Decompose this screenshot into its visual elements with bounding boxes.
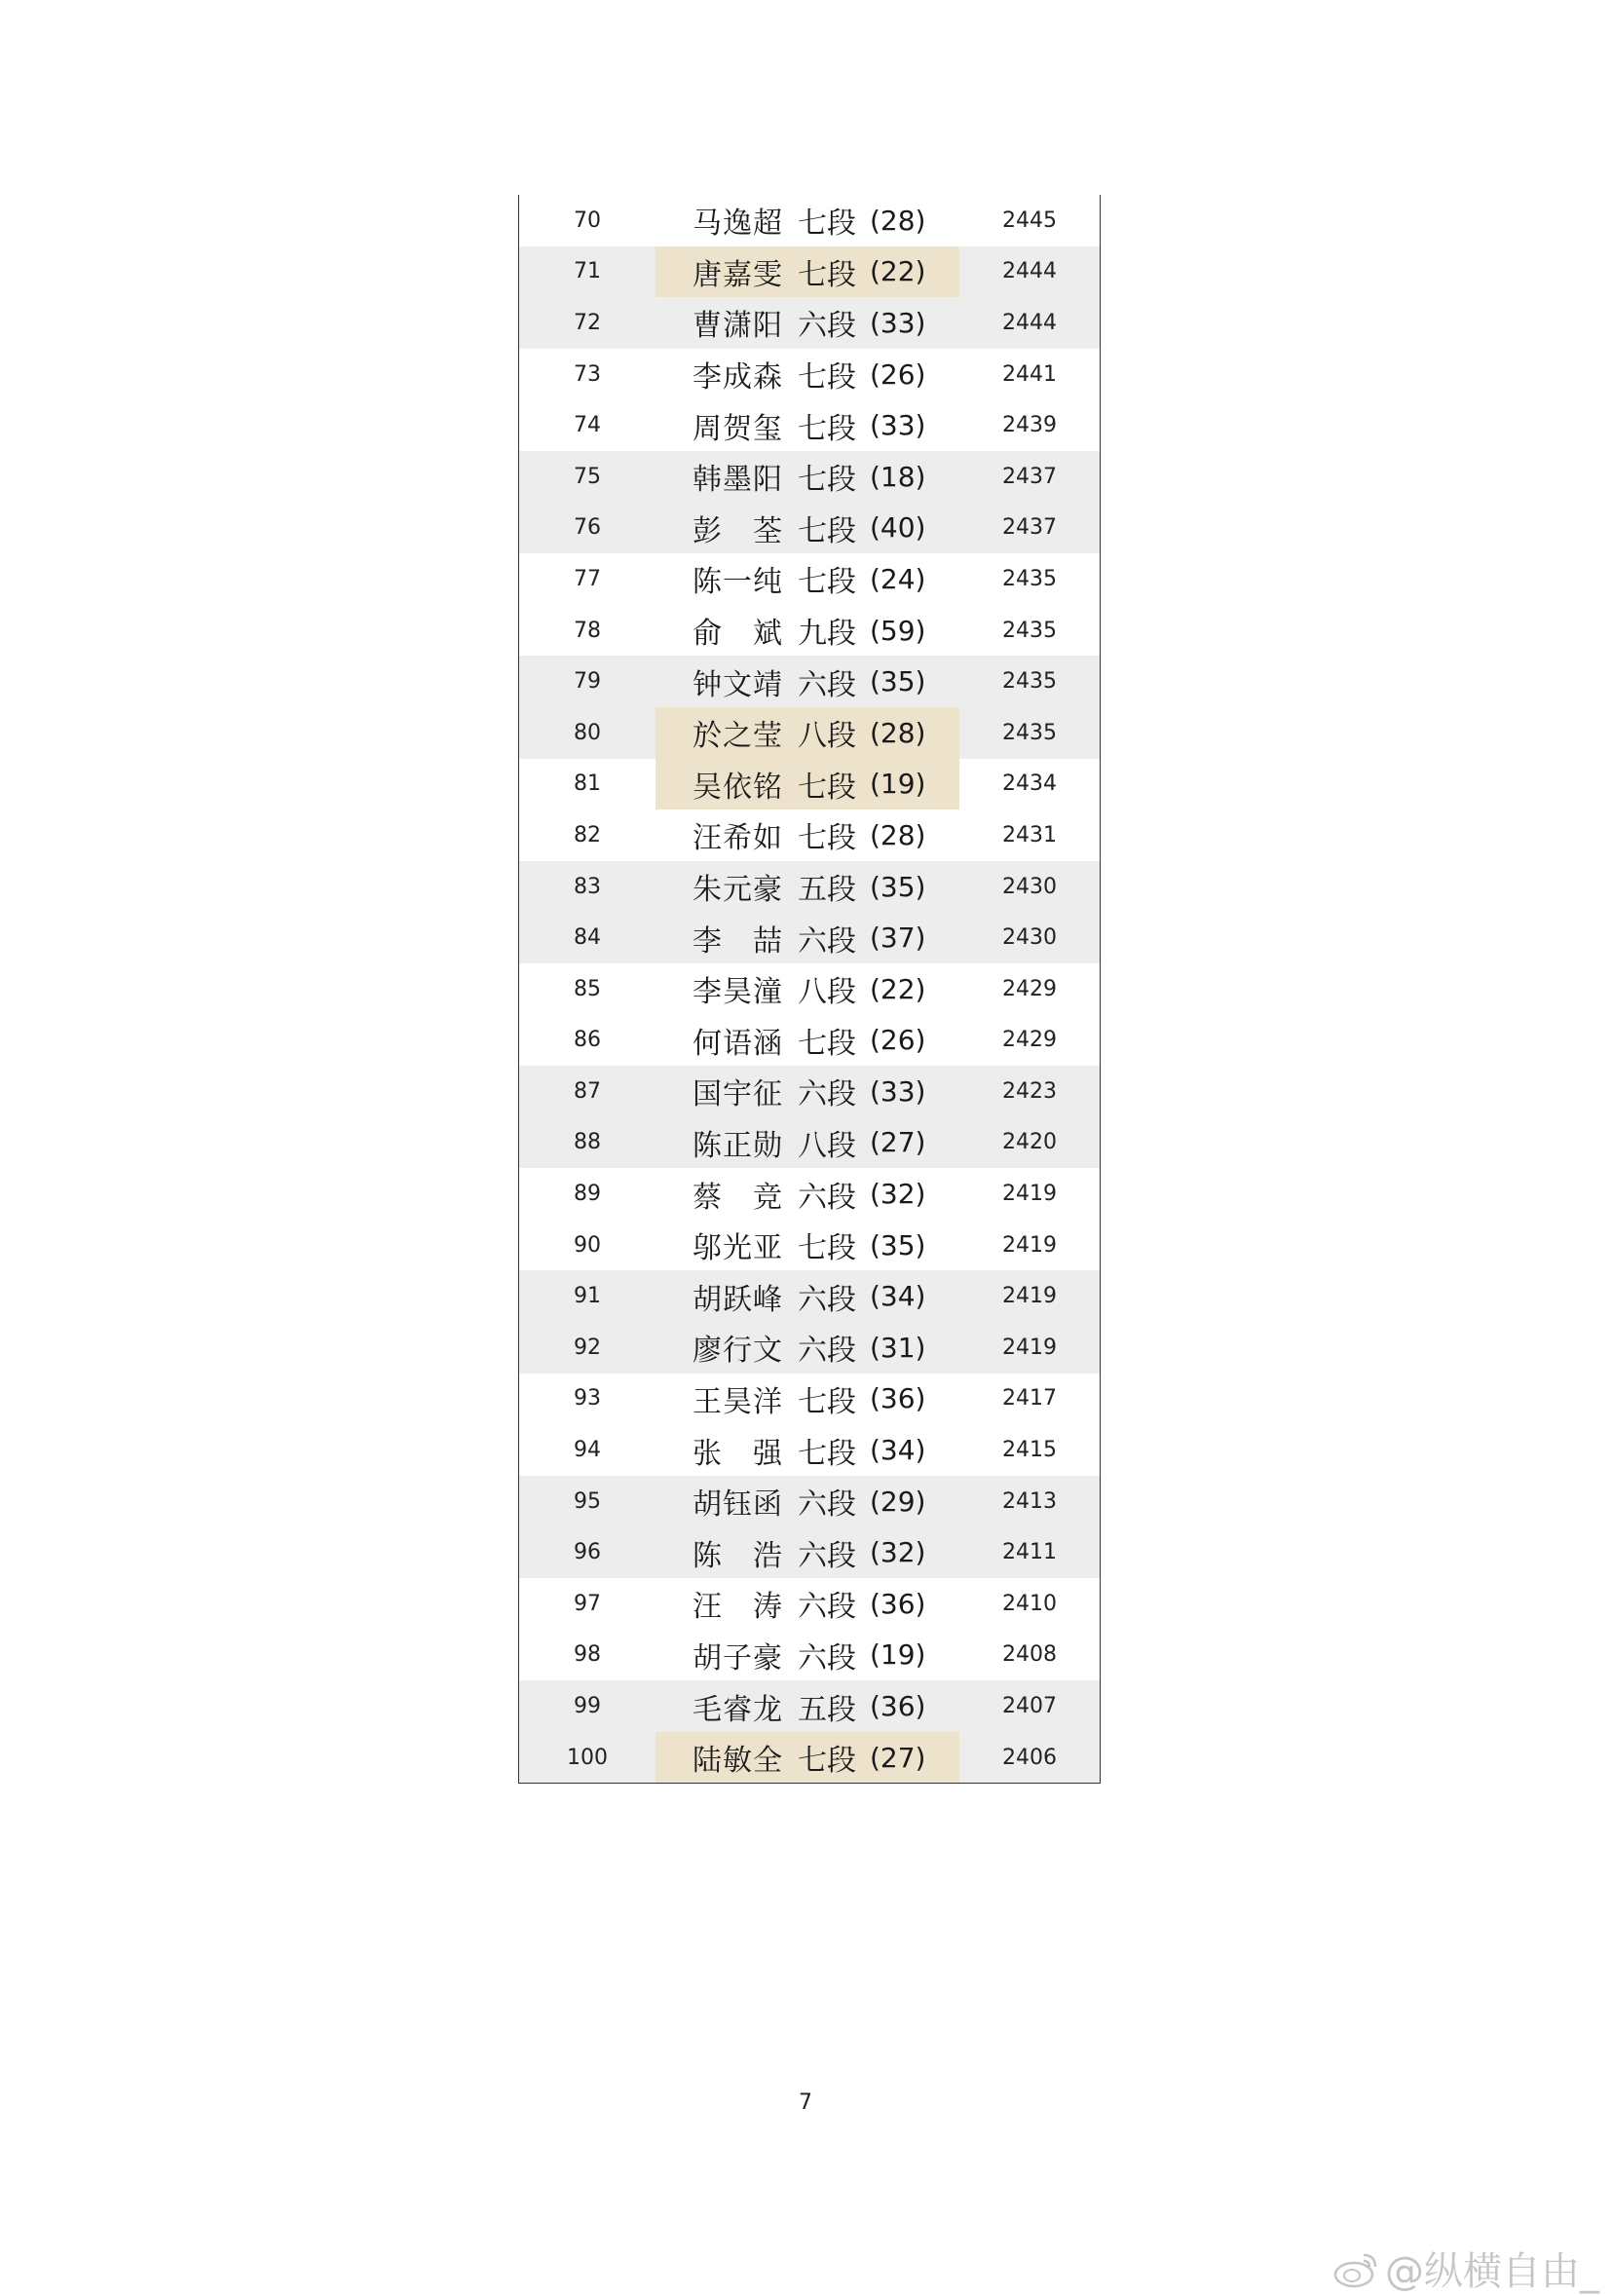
rank-cell: 89 <box>574 1182 601 1207</box>
player-age: (19) <box>870 1638 926 1672</box>
rating-cell: 2429 <box>1002 1028 1057 1053</box>
table-row <box>519 912 1100 963</box>
rating-cell: 2406 <box>1002 1745 1057 1770</box>
player-name: 李成森 <box>693 360 782 395</box>
player-age: (32) <box>870 1178 926 1211</box>
player-age: (26) <box>870 358 926 391</box>
player-name: 曹潇阳 <box>693 309 782 344</box>
player-name: 陈一纯 <box>693 565 782 600</box>
player-dan: 七段 <box>798 463 856 498</box>
table-row <box>519 656 1100 707</box>
player-dan: 七段 <box>798 1026 856 1061</box>
player-dan: 六段 <box>798 1640 856 1675</box>
rating-cell: 2413 <box>1002 1488 1057 1514</box>
rating-cell: 2435 <box>1002 566 1057 591</box>
player-name: 陈 浩 <box>693 1538 782 1573</box>
rating-cell: 2430 <box>1002 874 1057 899</box>
player-cell <box>656 759 959 810</box>
player-age: (28) <box>870 818 926 851</box>
player-cell <box>656 503 959 554</box>
rating-cell: 2429 <box>1002 976 1057 1001</box>
player-name: 汪希如 <box>693 821 782 856</box>
rank-cell: 88 <box>574 1130 601 1155</box>
player-name: 何语涵 <box>693 1026 782 1061</box>
player-dan: 六段 <box>798 1538 856 1573</box>
player-name: 邬光亚 <box>693 1231 782 1266</box>
table-row <box>519 1066 1100 1117</box>
page-number: 7 <box>799 2090 812 2115</box>
player-name: 张 强 <box>693 1436 782 1471</box>
rating-cell: 2420 <box>1002 1130 1057 1155</box>
rank-cell: 91 <box>574 1284 601 1309</box>
player-age: (34) <box>870 1280 926 1313</box>
player-age: (35) <box>870 870 926 903</box>
player-cell <box>656 451 959 503</box>
player-age: (36) <box>870 1690 926 1723</box>
table-row <box>519 1015 1100 1067</box>
rating-cell: 2435 <box>1002 720 1057 745</box>
player-cell <box>656 1066 959 1117</box>
player-dan: 七段 <box>798 513 856 548</box>
player-dan: 五段 <box>798 873 856 908</box>
player-dan: 八段 <box>798 975 856 1010</box>
rank-cell: 79 <box>574 669 601 695</box>
table-row <box>519 1168 1100 1220</box>
rank-cell: 81 <box>574 772 601 797</box>
player-dan: 六段 <box>798 1180 856 1215</box>
player-dan: 七段 <box>798 1231 856 1266</box>
table-row <box>519 503 1100 554</box>
rating-cell: 2430 <box>1002 925 1057 951</box>
player-age: (35) <box>870 665 926 698</box>
rating-cell: 2437 <box>1002 515 1057 541</box>
player-name: 吴依铭 <box>693 770 782 805</box>
player-age: (19) <box>870 768 926 801</box>
rating-cell: 2437 <box>1002 464 1057 489</box>
player-cell <box>656 1578 959 1630</box>
player-age: (37) <box>870 922 926 955</box>
player-age: (28) <box>870 204 926 237</box>
player-dan: 六段 <box>798 1487 856 1523</box>
player-dan: 七段 <box>798 1744 856 1779</box>
player-age: (33) <box>870 409 926 442</box>
player-cell <box>656 1526 959 1578</box>
rating-cell: 2445 <box>1002 207 1057 233</box>
table-row <box>519 451 1100 503</box>
player-cell <box>656 1220 959 1271</box>
player-cell <box>656 1322 959 1374</box>
rank-cell: 99 <box>574 1694 601 1719</box>
player-dan: 七段 <box>798 565 856 600</box>
player-dan: 六段 <box>798 309 856 344</box>
player-name: 韩墨阳 <box>693 463 782 498</box>
rating-cell: 2444 <box>1002 259 1057 284</box>
player-name: 於之莹 <box>693 719 782 754</box>
player-dan: 八段 <box>798 719 856 754</box>
player-cell <box>656 963 959 1015</box>
player-dan: 七段 <box>798 411 856 446</box>
player-dan: 六段 <box>798 667 856 702</box>
player-name: 胡子豪 <box>693 1640 782 1675</box>
rank-cell: 72 <box>574 310 601 335</box>
rank-cell: 85 <box>574 976 601 1001</box>
player-name: 蔡 竞 <box>693 1180 782 1215</box>
rank-cell: 74 <box>574 413 601 438</box>
player-cell <box>656 707 959 759</box>
player-age: (18) <box>870 460 926 493</box>
player-cell <box>656 1630 959 1681</box>
rank-cell: 70 <box>574 207 601 233</box>
rating-cell: 2423 <box>1002 1078 1057 1104</box>
table-row <box>519 1424 1100 1476</box>
player-age: (36) <box>870 1382 926 1415</box>
rating-cell: 2435 <box>1002 618 1057 643</box>
player-name: 胡跃峰 <box>693 1282 782 1317</box>
player-age: (34) <box>870 1434 926 1467</box>
rank-cell: 87 <box>574 1078 601 1104</box>
player-dan: 七段 <box>798 821 856 856</box>
player-cell <box>656 399 959 451</box>
rating-cell: 2419 <box>1002 1182 1057 1207</box>
rank-cell: 84 <box>574 925 601 951</box>
table-row <box>519 399 1100 451</box>
rating-cell: 2431 <box>1002 822 1057 847</box>
rank-cell: 100 <box>567 1745 608 1770</box>
player-cell <box>656 1732 959 1784</box>
player-dan: 五段 <box>798 1692 856 1727</box>
rank-cell: 83 <box>574 874 601 899</box>
player-dan: 七段 <box>798 770 856 805</box>
rank-cell: 95 <box>574 1488 601 1514</box>
table-row <box>519 963 1100 1015</box>
table-row <box>519 1578 1100 1630</box>
player-cell <box>656 553 959 605</box>
table-row <box>519 605 1100 657</box>
table-row <box>519 297 1100 349</box>
table-row <box>519 1630 1100 1681</box>
rank-cell: 77 <box>574 566 601 591</box>
table-row <box>519 1270 1100 1322</box>
rank-cell: 94 <box>574 1438 601 1463</box>
player-cell <box>656 195 959 246</box>
table-row <box>519 1374 1100 1425</box>
rank-cell: 76 <box>574 515 601 541</box>
player-dan: 七段 <box>798 1384 856 1419</box>
rank-cell: 75 <box>574 464 601 489</box>
table-row <box>519 195 1100 246</box>
player-age: (36) <box>870 1587 926 1620</box>
player-cell <box>656 1168 959 1220</box>
player-cell <box>656 297 959 349</box>
player-cell <box>656 656 959 707</box>
player-dan: 七段 <box>798 1436 856 1471</box>
player-cell <box>656 246 959 298</box>
rating-cell: 2434 <box>1002 772 1057 797</box>
table-row <box>519 1220 1100 1271</box>
player-age: (32) <box>870 1536 926 1569</box>
ranking-table <box>518 195 1101 1784</box>
rank-cell: 71 <box>574 259 601 284</box>
player-name: 李 喆 <box>693 923 782 959</box>
player-name: 周贺玺 <box>693 411 782 446</box>
player-name: 毛睿龙 <box>693 1692 782 1727</box>
player-dan: 六段 <box>798 1334 856 1369</box>
player-cell <box>656 1117 959 1169</box>
rank-cell: 90 <box>574 1232 601 1258</box>
player-dan: 六段 <box>798 923 856 959</box>
player-name: 胡钰函 <box>693 1487 782 1523</box>
player-dan: 九段 <box>798 617 856 652</box>
table-row <box>519 1732 1100 1784</box>
table-row <box>519 1322 1100 1374</box>
player-dan: 七段 <box>798 360 856 395</box>
rank-cell: 96 <box>574 1540 601 1565</box>
player-name: 汪 涛 <box>693 1590 782 1625</box>
player-name: 廖行文 <box>693 1334 782 1369</box>
player-age: (33) <box>870 1074 926 1108</box>
player-cell <box>656 1680 959 1732</box>
watermark <box>1332 2240 1599 2296</box>
player-name: 钟文靖 <box>693 667 782 702</box>
rank-cell: 82 <box>574 822 601 847</box>
table-row <box>519 861 1100 913</box>
player-age: (27) <box>870 1741 926 1774</box>
rating-cell: 2417 <box>1002 1386 1057 1411</box>
rank-cell: 80 <box>574 720 601 745</box>
rating-cell: 2419 <box>1002 1284 1057 1309</box>
rank-cell: 98 <box>574 1642 601 1668</box>
player-age: (22) <box>870 972 926 1005</box>
player-dan: 七段 <box>798 207 856 242</box>
player-cell <box>656 1374 959 1425</box>
player-cell <box>656 1015 959 1067</box>
player-dan: 七段 <box>798 257 856 292</box>
player-name: 马逸超 <box>693 207 782 242</box>
player-dan: 八段 <box>798 1128 856 1163</box>
weibo-icon <box>1332 2249 1379 2288</box>
player-name: 彭 荃 <box>693 513 782 548</box>
table-row <box>519 1680 1100 1732</box>
table-row <box>519 809 1100 861</box>
table-row <box>519 707 1100 759</box>
player-age: (29) <box>870 1485 926 1518</box>
rating-cell: 2408 <box>1002 1642 1057 1668</box>
table-row <box>519 759 1100 810</box>
table-row <box>519 553 1100 605</box>
player-age: (28) <box>870 716 926 749</box>
player-name: 国宇征 <box>693 1077 782 1112</box>
player-cell <box>656 912 959 963</box>
table-row <box>519 1117 1100 1169</box>
rating-cell: 2444 <box>1002 310 1057 335</box>
player-name: 朱元豪 <box>693 873 782 908</box>
player-age: (31) <box>870 1331 926 1364</box>
player-cell <box>656 861 959 913</box>
player-dan: 六段 <box>798 1077 856 1112</box>
player-cell <box>656 349 959 400</box>
rank-cell: 97 <box>574 1591 601 1616</box>
player-age: (40) <box>870 511 926 545</box>
rating-cell: 2407 <box>1002 1694 1057 1719</box>
player-cell <box>656 605 959 657</box>
player-age: (24) <box>870 562 926 595</box>
watermark-text: @纵横自由_ <box>1385 2249 1599 2294</box>
player-name: 俞 斌 <box>693 617 782 652</box>
player-dan: 六段 <box>798 1590 856 1625</box>
table-row <box>519 1476 1100 1527</box>
player-name: 陈正勋 <box>693 1128 782 1163</box>
rating-cell: 2415 <box>1002 1438 1057 1463</box>
player-name: 王昊洋 <box>693 1384 782 1419</box>
player-age: (26) <box>870 1024 926 1057</box>
player-name: 唐嘉雯 <box>693 257 782 292</box>
rank-cell: 73 <box>574 361 601 387</box>
player-cell <box>656 1270 959 1322</box>
player-age: (22) <box>870 255 926 288</box>
player-name: 陆敏全 <box>693 1744 782 1779</box>
player-cell <box>656 809 959 861</box>
player-age: (33) <box>870 306 926 339</box>
player-age: (27) <box>870 1126 926 1159</box>
player-age: (59) <box>870 614 926 647</box>
rating-cell: 2410 <box>1002 1591 1057 1616</box>
player-dan: 六段 <box>798 1282 856 1317</box>
player-age: (35) <box>870 1228 926 1261</box>
rank-cell: 86 <box>574 1028 601 1053</box>
rating-cell: 2419 <box>1002 1335 1057 1360</box>
rating-cell: 2411 <box>1002 1540 1057 1565</box>
rank-cell: 78 <box>574 618 601 643</box>
table-row <box>519 246 1100 298</box>
rating-cell: 2435 <box>1002 669 1057 695</box>
rating-cell: 2439 <box>1002 413 1057 438</box>
player-cell <box>656 1424 959 1476</box>
table-row <box>519 1526 1100 1578</box>
rank-cell: 93 <box>574 1386 601 1411</box>
rating-cell: 2419 <box>1002 1232 1057 1258</box>
rating-cell: 2441 <box>1002 361 1057 387</box>
rank-cell: 92 <box>574 1335 601 1360</box>
player-name: 李昊潼 <box>693 975 782 1010</box>
player-cell <box>656 1476 959 1527</box>
table-row <box>519 349 1100 400</box>
